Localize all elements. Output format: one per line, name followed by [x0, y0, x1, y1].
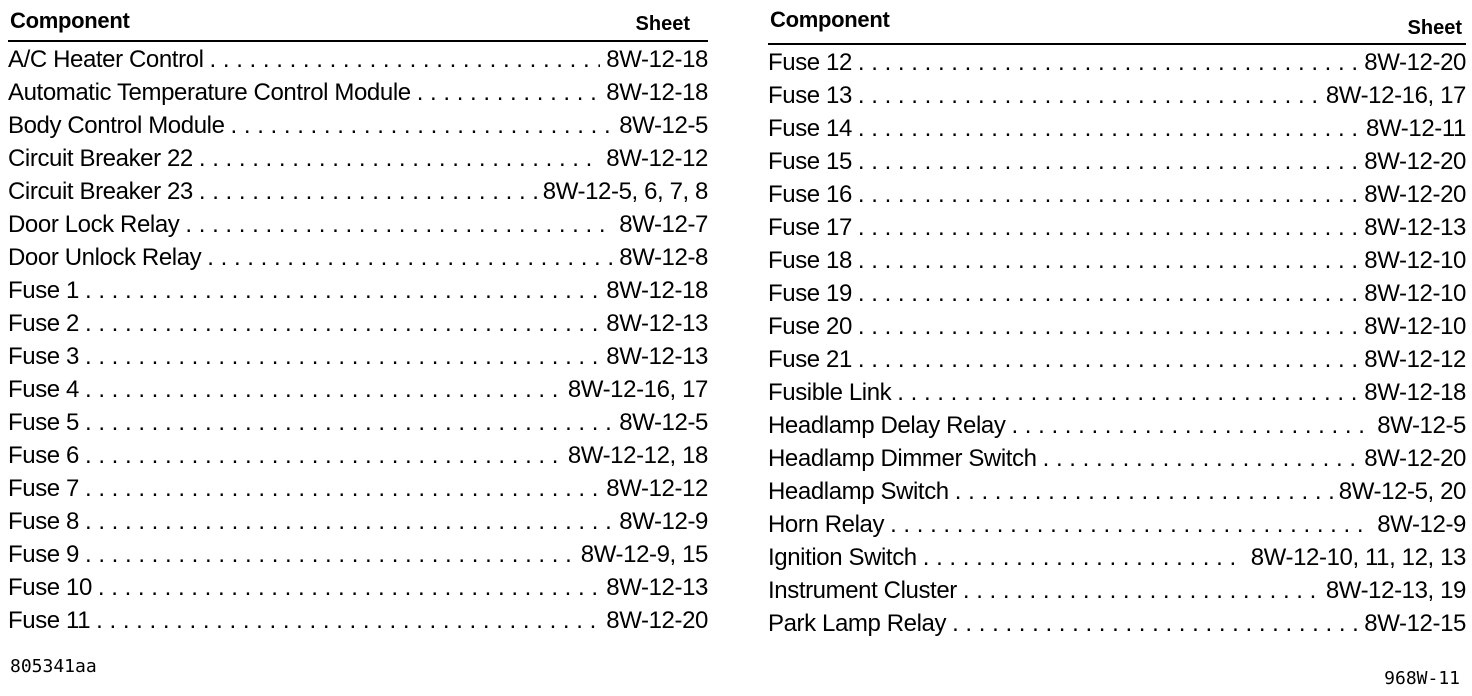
component-name: Fuse 1: [8, 277, 79, 304]
index-row: [768, 412, 1466, 445]
sheet-reference: 8W-12-20: [1364, 445, 1466, 472]
component-name: Horn Relay: [768, 511, 885, 538]
dot-leader: [897, 379, 1358, 407]
index-row: [8, 244, 708, 277]
component-name: Ignition Switch: [768, 544, 917, 571]
sheet-reference: 8W-12-13: [606, 574, 708, 601]
sheet-reference: 8W-12-10, 11, 12, 13: [1250, 544, 1466, 571]
index-row: [768, 49, 1466, 82]
sheet-reference: 8W-12-5: [1377, 412, 1466, 439]
component-name: A/C Heater Control: [8, 46, 204, 73]
sheet-reference: 8W-12-12, 18: [567, 442, 708, 469]
sheet-reference: 8W-12-12: [606, 145, 708, 172]
component-name: Park Lamp Relay: [768, 610, 947, 637]
index-row: [8, 574, 708, 607]
index-row: [768, 115, 1466, 148]
dot-leader: [858, 313, 1358, 341]
index-row: [8, 409, 708, 442]
component-column-heading: Component: [770, 7, 890, 32]
component-name: Fuse 11: [8, 607, 91, 634]
component-name: Door Lock Relay: [8, 211, 180, 238]
index-row: [8, 46, 708, 79]
index-row: [768, 610, 1466, 643]
sheet-reference: 8W-12-9, 15: [580, 541, 708, 568]
index-row: [8, 475, 708, 508]
sheet-reference: 8W-12-9: [619, 508, 708, 535]
component-column-heading: Component: [10, 8, 130, 33]
dot-leader: [85, 475, 600, 503]
sheet-reference: 8W-12-20: [1364, 181, 1466, 208]
index-row: [8, 79, 708, 112]
dot-leader: [1043, 445, 1359, 473]
component-name: Fuse 7: [8, 475, 79, 502]
dot-leader: [955, 478, 1333, 506]
sheet-reference: 8W-12-10: [1364, 247, 1466, 274]
component-name: Instrument Cluster: [768, 577, 957, 604]
component-name: Door Unlock Relay: [8, 244, 202, 271]
sheet-reference: 8W-12-7: [619, 211, 708, 238]
dot-leader: [952, 610, 1358, 638]
dot-leader: [858, 181, 1358, 209]
dot-leader: [85, 409, 613, 437]
dot-leader: [417, 79, 601, 107]
sheet-reference: 8W-12-5, 6, 7, 8: [542, 178, 708, 205]
index-row: [768, 577, 1466, 610]
sheet-reference: 8W-12-13: [606, 343, 708, 370]
component-name: Fuse 5: [8, 409, 79, 436]
component-name: Fuse 13: [768, 82, 852, 109]
index-row: [768, 82, 1466, 115]
component-name: Headlamp Dimmer Switch: [768, 445, 1037, 472]
component-name: Fuse 16: [768, 181, 852, 208]
dot-leader: [199, 178, 537, 206]
figure-code-right: 968W-11: [1384, 668, 1460, 689]
dot-leader: [858, 115, 1360, 143]
component-name: Fuse 18: [768, 247, 852, 274]
sheet-reference: 8W-12-15: [1364, 610, 1466, 637]
component-name: Fuse 19: [768, 280, 852, 307]
dot-leader: [858, 247, 1358, 275]
index-row: [768, 544, 1466, 577]
index-row: [8, 508, 708, 541]
index-row: [768, 247, 1466, 280]
dot-leader: [1011, 412, 1371, 440]
index-row: [8, 211, 708, 244]
component-name: Fuse 6: [8, 442, 79, 469]
sheet-reference: 8W-12-18: [606, 79, 708, 106]
index-row: [8, 343, 708, 376]
sheet-reference: 8W-12-10: [1364, 313, 1466, 340]
dot-leader: [858, 49, 1358, 77]
sheet-reference: 8W-12-11: [1366, 115, 1466, 142]
index-row: [768, 478, 1466, 511]
dot-leader: [858, 214, 1358, 242]
sheet-reference: 8W-12-13, 19: [1325, 577, 1466, 604]
component-name: Fuse 20: [768, 313, 852, 340]
sheet-reference: 8W-12-20: [1364, 49, 1466, 76]
sheet-column-heading: Sheet: [1407, 17, 1462, 39]
dot-leader: [858, 346, 1358, 374]
sheet-reference: 8W-12-9: [1377, 511, 1466, 538]
sheet-reference: 8W-12-13: [606, 310, 708, 337]
component-name: Fuse 8: [8, 508, 79, 535]
dot-leader: [231, 112, 614, 140]
index-row: [8, 541, 708, 574]
dot-leader: [923, 544, 1245, 572]
index-row: [768, 445, 1466, 478]
sheet-reference: 8W-12-5: [619, 409, 708, 436]
index-row: [768, 181, 1466, 214]
dot-leader: [85, 541, 575, 569]
index-row: [8, 310, 708, 343]
dot-leader: [85, 442, 562, 470]
dot-leader: [96, 607, 600, 635]
index-row: [768, 280, 1466, 313]
component-name: Headlamp Switch: [768, 478, 949, 505]
dot-leader: [185, 211, 613, 239]
component-name: Fusible Link: [768, 379, 892, 406]
dot-leader: [858, 280, 1358, 308]
sheet-reference: 8W-12-5: [619, 112, 708, 139]
sheet-reference: 8W-12-10: [1364, 280, 1466, 307]
index-row: [8, 145, 708, 178]
index-row: [8, 112, 708, 145]
component-name: Circuit Breaker 23: [8, 178, 193, 205]
dot-leader: [85, 508, 613, 536]
dot-leader: [199, 145, 600, 173]
dot-leader: [963, 577, 1320, 605]
sheet-reference: 8W-12-5, 20: [1338, 478, 1466, 505]
sheet-reference: 8W-12-20: [606, 607, 708, 634]
sheet-reference: 8W-12-18: [606, 46, 708, 73]
sheet-reference: 8W-12-20: [1364, 148, 1466, 175]
component-name: Fuse 3: [8, 343, 79, 370]
left-index-rows: [8, 46, 708, 640]
component-name: Fuse 2: [8, 310, 79, 337]
dot-leader: [858, 82, 1320, 110]
dot-leader: [98, 574, 600, 602]
right-index-column: [768, 0, 1466, 643]
dot-leader: [858, 148, 1358, 176]
index-row: [768, 379, 1466, 412]
sheet-reference: 8W-12-8: [619, 244, 708, 271]
sheet-reference: 8W-12-18: [1364, 379, 1466, 406]
dot-leader: [210, 46, 601, 74]
left-index-column: [8, 0, 708, 640]
dot-leader: [85, 310, 600, 338]
dot-leader: [85, 343, 600, 371]
index-row: [8, 442, 708, 475]
sheet-reference: 8W-12-16, 17: [567, 376, 708, 403]
sheet-reference: 8W-12-12: [606, 475, 708, 502]
dot-leader: [85, 277, 600, 305]
figure-code-left: 805341aa: [10, 656, 97, 677]
component-name: Fuse 10: [8, 574, 92, 601]
index-row: [8, 178, 708, 211]
component-name: Fuse 15: [768, 148, 852, 175]
index-row: [768, 511, 1466, 544]
index-row: [8, 277, 708, 310]
index-row: [768, 148, 1466, 181]
sheet-reference: 8W-12-18: [606, 277, 708, 304]
component-name: Headlamp Delay Relay: [768, 412, 1006, 439]
dot-leader: [890, 511, 1371, 539]
sheet-column-heading: Sheet: [635, 13, 690, 35]
index-row: [768, 313, 1466, 346]
sheet-reference: 8W-12-13: [1364, 214, 1466, 241]
right-index-rows: [768, 49, 1466, 643]
component-name: Automatic Temperature Control Module: [8, 79, 411, 106]
component-name: Fuse 4: [8, 376, 79, 403]
component-name: Circuit Breaker 22: [8, 145, 193, 172]
left-table-header: [8, 0, 708, 42]
component-name: Fuse 9: [8, 541, 79, 568]
dot-leader: [85, 376, 562, 404]
component-name: Fuse 17: [768, 214, 852, 241]
index-row: [8, 376, 708, 409]
component-name: Body Control Module: [8, 112, 225, 139]
index-row: [768, 346, 1466, 379]
sheet-reference: 8W-12-16, 17: [1325, 82, 1466, 109]
component-name: Fuse 21: [768, 346, 852, 373]
dot-leader: [207, 244, 613, 272]
sheet-reference: 8W-12-12: [1364, 346, 1466, 373]
component-name: Fuse 14: [768, 115, 852, 142]
index-row: [768, 214, 1466, 247]
right-table-header: [768, 0, 1466, 45]
index-row: [8, 607, 708, 640]
component-name: Fuse 12: [768, 49, 852, 76]
